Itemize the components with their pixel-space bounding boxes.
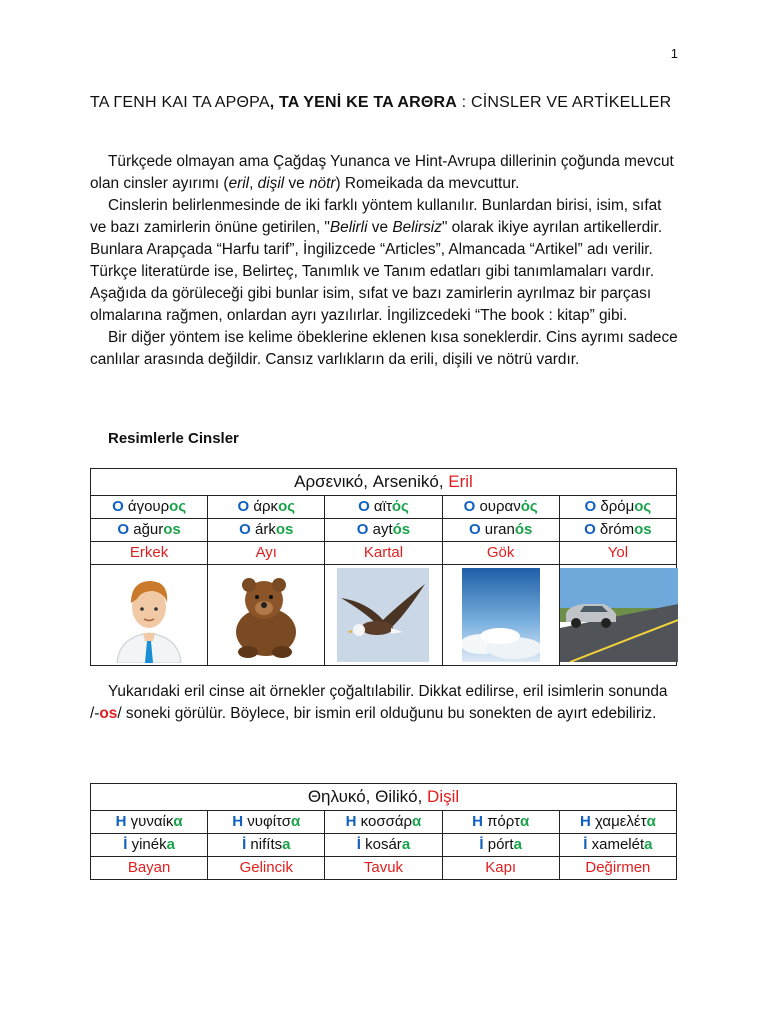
greek-word: Η γυναίκα (91, 811, 208, 834)
turkish-word: Yol (559, 542, 676, 565)
latin-word: İ xameléta (559, 834, 676, 857)
turkish-row (91, 542, 677, 565)
turkish-word: Değirmen (559, 857, 676, 880)
intro-paragraph-1: Türkçede olmayan ama Çağdaş Yunanca ve Hint-Avrupa dillerinin çoğunda mevcut olan cinsler ayırımı (eril, dişil ve nötr) Romeikada da mevcuttur. (90, 153, 674, 192)
intro-paragraph-3: Bir diğer yöntem ise kelime öbeklerine eklenen kısa soneklerdir. Cins ayrımı sadece canlılar arasında değildir. Cansız varlıkların da erili, dişili ve nötrü vardır. (90, 329, 678, 368)
latin-word: O uranós (442, 519, 559, 542)
masculine-explanation: Yukarıdaki eril cinse ait örnekler çoğaltılabilir. Dikkat edilirse, eril isimlerin sonunda /-os/ soneki görülür. Böylece, bir ismin eril olduğunu bu sonekten de ayırt edebiliriz. (90, 683, 668, 722)
greek-word: Ο αϊτός (325, 496, 442, 519)
latin-word: İ yinéka (91, 834, 208, 857)
latin-word: O ağuros (91, 519, 208, 542)
turkish-word: Gök (442, 542, 559, 565)
latin-word: O aytós (325, 519, 442, 542)
page-number: 1 (670, 46, 678, 61)
masculine-table-header: Αρσενικό, Arsenikó, Eril (91, 469, 677, 496)
turkish-word: Gelincik (208, 857, 325, 880)
greek-word: Η χαμελέτα (559, 811, 676, 834)
section-heading: Resimlerle Cinsler (108, 430, 239, 447)
title-greek: ΤΑ ΓΕΝΗ ΚΑΙ ΤΑ ΑΡΘΡΑ (90, 94, 270, 111)
turkish-row (91, 857, 677, 880)
feminine-table-header: Θηλυκό, Θilikó, Dişil (91, 784, 677, 811)
greek-word: Ο δρόμος (559, 496, 676, 519)
latin-row (91, 519, 677, 542)
turkish-word: Ayı (208, 542, 325, 565)
latin-word: İ kosára (325, 834, 442, 857)
latin-word: İ nifítsa (208, 834, 325, 857)
intro-paragraph-2: Cinslerin belirlenmesinde de iki farklı yöntem kullanılır. Bunlardan birisi, isim, sıfat ve bazı zamirlerin önüne getirilen, "Belirli ve Belirsiz" olarak ikiye ayrılan artikellerdir. Bunlara Arapçada “Harfu tarif”, İngilizcede “Articles”, Almancada “Artikel” adı verilir. Türkçe literatürde ise, Belirteç, Tanımlık ve Tanım edatları gibi tanımlamaları vardır. Aşağıda da görüleceği gibi bunlar isim, sıfat ve bazı zamirlerin ayrılmaz bir parçası olmalarına rağmen, onlardan ayrı yazılırlar. İngilizcedeki “The book : kitap” gibi. (90, 197, 663, 324)
greek-word: Ο άγουρος (91, 496, 208, 519)
image-row (91, 565, 677, 666)
masculine-suffix: os (99, 705, 118, 722)
greek-word: Η νυφίτσα (208, 811, 325, 834)
latin-word: İ pórta (442, 834, 559, 857)
turkish-word: Bayan (91, 857, 208, 880)
greek-word: Η κοσσάρα (325, 811, 442, 834)
sky-image (442, 565, 559, 666)
title-transliteration: , TA YENİ KE TA ARΘRA (269, 94, 458, 111)
bear-image (208, 565, 325, 666)
masculine-table (90, 468, 677, 666)
intro-text (90, 151, 680, 371)
turkish-word: Erkek (91, 542, 208, 565)
road-image (559, 565, 676, 666)
latin-word: O δrómos (559, 519, 676, 542)
turkish-word: Kartal (325, 542, 442, 565)
turkish-word: Tavuk (325, 857, 442, 880)
latin-word: O árkos (208, 519, 325, 542)
title-turkish: : CİNSLER VE ARTİKELLER (457, 94, 672, 111)
turkish-word: Kapı (442, 857, 559, 880)
page-title (90, 94, 671, 112)
greek-word: Ο ουρανός (442, 496, 559, 519)
latin-row (91, 834, 677, 857)
feminine-table (90, 783, 677, 880)
greek-row (91, 496, 677, 519)
man-image (91, 565, 208, 666)
greek-row (91, 811, 677, 834)
eagle-image (325, 565, 442, 666)
greek-word: Ο άρκος (208, 496, 325, 519)
greek-word: Η πόρτα (442, 811, 559, 834)
